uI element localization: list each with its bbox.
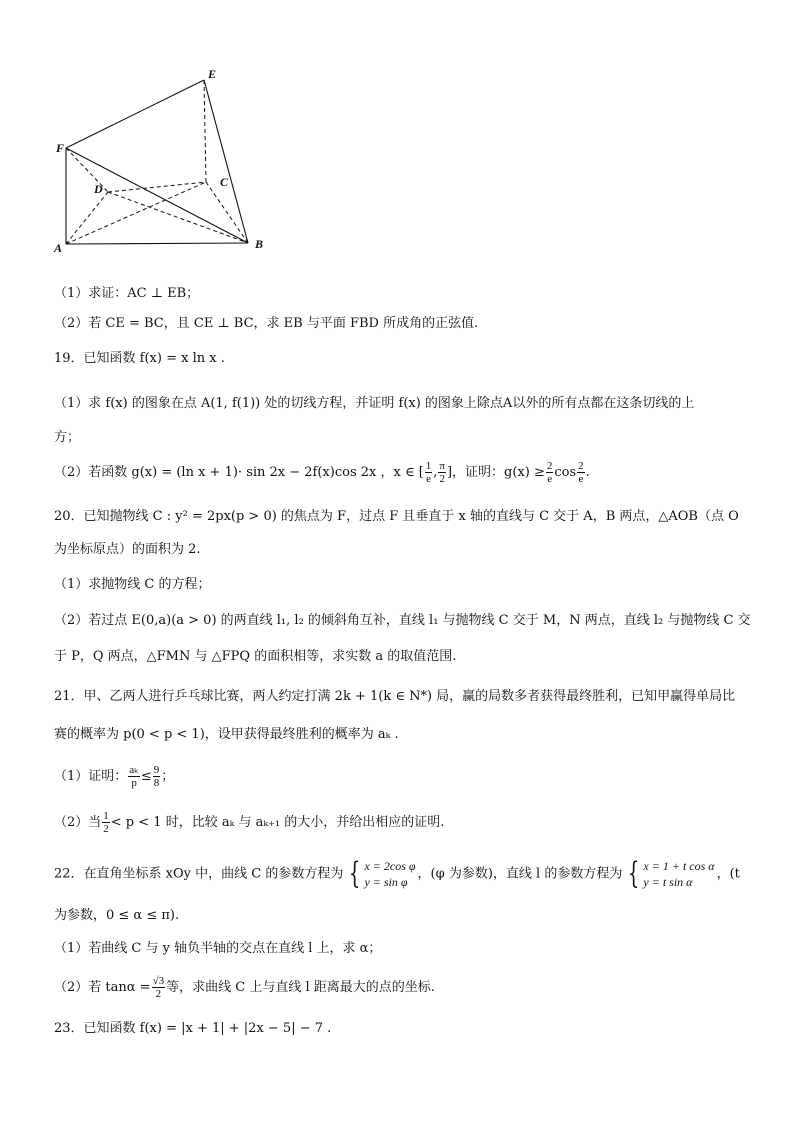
frac-9-over-8: $\frac{9}{8}$ [153, 764, 160, 789]
q20-stem-line2: 为坐标原点）的面积为 2. [54, 542, 201, 557]
q21-le: ≤ [140, 769, 152, 784]
edge-EC [204, 80, 206, 182]
q22-stem-end: ，(t [716, 866, 740, 882]
q19-part2-cos: cos [554, 465, 577, 480]
q19-part1-line1: （1）求 f(x) 的图象在点 A(1, f(1)) 处的切线方程，并证明 f(x) 的图象上除点A以外的所有点都在这条切线的上 [54, 396, 695, 411]
q20-part1: （1）求抛物线 C 的方程； [54, 577, 211, 592]
q22-part2 [54, 975, 435, 1000]
q21-part2-post: < p < 1 时，比较 aₖ 与 aₖ₊₁ 的大小，并给出相应的证明. [110, 815, 445, 830]
q19-part2-pre: （2）若函数 g(x) = (ln x + 1)· sin 2x − 2f(x)cos 2x ，x ∈ [ [54, 465, 424, 480]
q19-part1-line2: 方； [54, 430, 81, 445]
q22-stem-pre: 22．在直角坐标系 xOy 中，曲线 C 的参数方程为 [54, 866, 344, 882]
frac-sqrt3-over-2: $\frac{√3}{2}$ [152, 975, 165, 1000]
q23-stem: 23．已知函数 f(x) = |x + 1| + |2x − 5| − 7 . [54, 1021, 332, 1036]
frac-ak-over-p: $\frac{\text{aₖ}}{p}$ [129, 764, 139, 789]
edge-DB [108, 192, 248, 243]
label-D: D [94, 182, 103, 196]
q18-part2: （2）若 CE = BC，且 CE ⊥ BC，求 EB 与平面 FBD 所成角的正弦值. [54, 316, 479, 331]
q20-part2-line1: （2）若过点 E(0,a)(a > 0) 的两直线 l₁, l₂ 的倾斜角互补，直线 l₁ 与抛物线 C 交于 M，N 两点，直线 l₂ 与抛物线 C 交 [54, 613, 751, 628]
label-C: C [220, 175, 229, 189]
edge-CB [206, 182, 248, 243]
label-E: E [208, 67, 217, 81]
q21-stem-line2: 赛的概率为 p(0 < p < 1)，设甲获得最终胜利的概率为 aₖ . [54, 727, 399, 742]
q22-part1: （1）若曲线 C 与 y 轴负半轴的交点在直线 l 上，求 α； [54, 941, 382, 956]
q19-part2-end: . [585, 465, 590, 480]
curve-param-system: { x = 2cos φ y = sin φ [349, 856, 416, 891]
label-F: F [56, 141, 65, 155]
edge-FE [66, 80, 204, 148]
q22-part2-pre: （2）若 tanα = [54, 980, 151, 995]
q20-part2-line2: 于 P，Q 两点，△FMN 与 △FPQ 的面积相等，求实数 a 的取值范围. [54, 649, 457, 664]
geometry-figure [48, 62, 278, 262]
line-param-system: { x = 1 + t cos α y = t sin α [628, 856, 715, 891]
label-A: A [54, 241, 63, 255]
edge-DC [108, 182, 206, 192]
q21-part2 [54, 810, 444, 835]
q22-part2-post: 等，求曲线 C 上与直线 l 距离最大的点的坐标. [166, 980, 435, 995]
frac-1-over-e: $\frac{1}{e}$ [425, 460, 432, 485]
curve-row-x: x = 2cos φ [364, 859, 416, 873]
label-B: B [255, 237, 264, 251]
q19-stem: 19．已知函数 f(x) = x ln x . [54, 351, 225, 366]
q22-stem-mid: ，(φ 为参数)，直线 l 的参数方程为 [417, 866, 623, 882]
edge-AD [66, 192, 108, 244]
q19-part2: （2）若函数 g(x) = (ln x + 1)· sin 2x − 2f(x)cos 2x ，x ∈ [ $\frac{1}{e}$ , $\frac{\pi}{2}$ ]，证明：g(x) ≥ $\frac{2}{e}$ cos $\frac{2}{e}$ . [54, 460, 590, 485]
edge-AC [66, 182, 206, 244]
q21-part1-post: ； [161, 769, 175, 784]
q21-stem-line1: 21．甲、乙两人进行乒乓球比赛，两人约定打满 2k + 1(k ∈ N*) 局，赢的局数多者获得最终胜利，已知甲赢得单局比 [54, 689, 736, 704]
frac-1-over-2: $\frac{1}{2}$ [103, 810, 109, 835]
q21-part1-pre: （1）证明： [54, 769, 128, 784]
edge-EB [204, 80, 248, 243]
q22-stem-line2: 为参数，0 ≤ α ≤ π). [54, 908, 180, 923]
frac-2-over-e-b: $\frac{2}{e}$ [578, 460, 584, 485]
frac-2-over-e-a: $\frac{2}{e}$ [546, 460, 553, 485]
q20-stem-line1: 20．已知抛物线 C : y² = 2px(p > 0) 的焦点为 F，过点 F 且垂直于 x 轴的直线与 C 交于 A，B 两点，△AOB（点 O [54, 509, 739, 524]
edge-AB [66, 243, 248, 244]
q21-part2-pre: （2）当 [54, 815, 102, 830]
q19-part2-mid: ]，证明：g(x) ≥ [446, 465, 545, 480]
curve-row-y: y = sin φ [364, 875, 408, 889]
frac-pi-over-2: $\frac{\pi}{2}$ [439, 460, 445, 485]
line-row-y: y = t sin α [643, 875, 693, 889]
q21-part1 [54, 764, 174, 789]
q22-stem-line1 [54, 858, 740, 890]
q18-part1: （1）求证：AC ⊥ EB； [54, 286, 200, 301]
line-row-x: x = 1 + t cos α [643, 859, 715, 873]
